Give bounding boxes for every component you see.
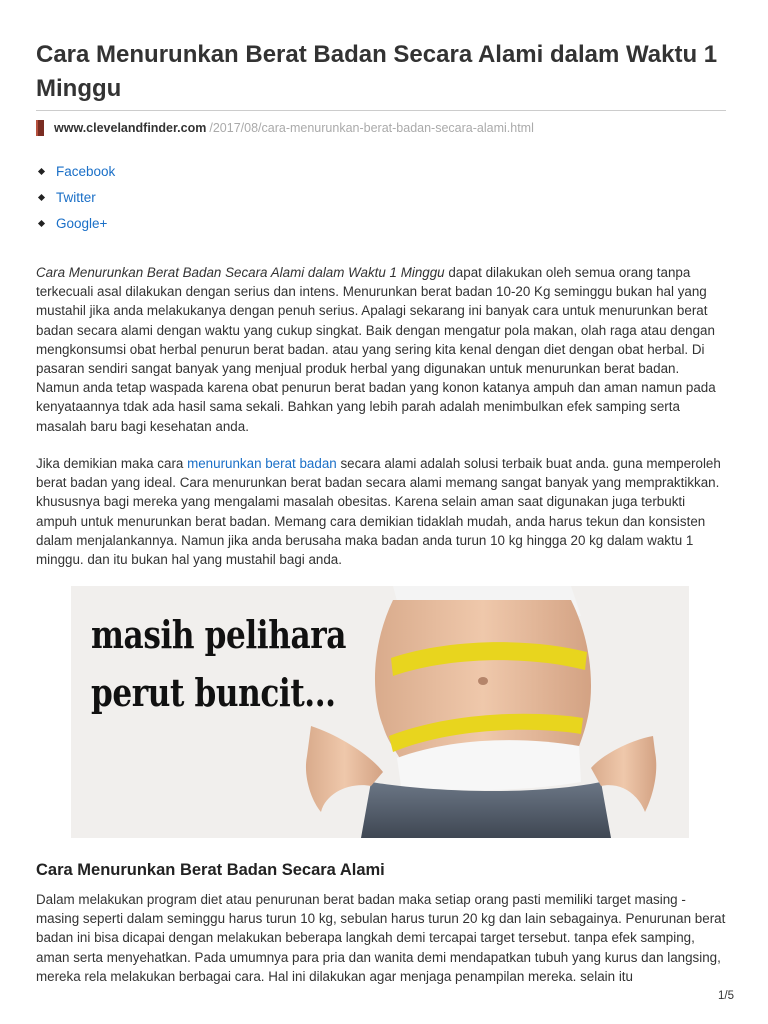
second-paragraph-start: Jika demikian maka cara — [36, 456, 188, 471]
menurunkan-berat-badan-link[interactable]: menurunkan berat badan — [187, 456, 337, 471]
intro-text: dapat dilakukan oleh semua orang tanpa terkecuali asal dilakukan dengan serius dan intens. Menurunkan berat badan 10-20 Kg seminggu bukan hal yang mustahil jika anda melakukanya dengan penuh serius. Apalagi sekarang ini banyak cara untuk menurunkan berat badan secara alami dengan waktu yang cukup singkat. Baik dengan mengatur pola makan, olah raga atau dengan mengkonsumsi obat herbal penurun berat badan. atau yang sering kita kenal dengan diet dengan obat herbal. Di pasaran sendiri sangat banyak yang menjual produk herbal yang digunakan untuk menurunkan berat badan. Namun anda tetap waspada karena obat penurun berat badan yang konon katanya ampuh dan aman namun pada kenyataannya tdak ada hasil sama sekali. Bahkan yang lebih parah adalah menimbulkan efek samping serta masalah baru bagi kesehatan anda. — [36, 265, 716, 434]
diamond-bullet-icon — [38, 193, 45, 200]
second-paragraph — [36, 454, 726, 569]
facebook-link[interactable]: Facebook — [56, 163, 116, 179]
source-domain[interactable]: www.clevelandfinder.com — [54, 121, 207, 135]
image-caption-line: masih pelihara — [91, 612, 347, 657]
section-paragraph: Dalam melakukan program diet atau penurunan berat badan maka setiap orang pasti memiliki target masing - masing seperti dalam seminggu harus turun 10 kg, sebulan harus turun 20 kg dan lain sebagainya. Penurunan berat badan ini bisa dicapai dengan melakukan beberapa langkah demi tercapai target tersebut. tanpa efek samping, aman serta menyehatkan. Pada umumnya para pria dan wanita demi mendapatkan tubuh yang kurus dan langsing, mereka rela melakukan berbagai cara. Hal ini dilakukan agar menjaga penampilan mereka. selain itu — [36, 892, 726, 984]
image-caption-line: perut buncit... — [91, 670, 336, 715]
image-caption — [91, 606, 346, 722]
page-number: 1/5 — [718, 990, 734, 1002]
source-path[interactable]: /2017/08/cara-menurunkan-berat-badan-secara-alami.html — [209, 121, 534, 135]
intro-paragraph — [36, 263, 726, 436]
section-heading: Cara Menurunkan Berat Badan Secara Alami — [36, 861, 385, 879]
intro-lead-italic: Cara Menurunkan Berat Badan Secara Alami dalam Waktu 1 Minggu — [36, 265, 445, 280]
bookmark-icon — [36, 120, 44, 136]
article-title: Cara Menurunkan Berat Badan Secara Alami dalam Waktu 1 Minggu — [36, 41, 718, 102]
diamond-bullet-icon — [38, 219, 45, 226]
list-item — [36, 158, 115, 184]
list-item — [36, 210, 115, 236]
second-paragraph-end: secara alami adalah solusi terbaik buat anda. guna memperoleh berat badan yang ideal. Cara menurunkan berat badan secara alami memang sangat banyak yang mempraktikkan. khususnya bagi mereka yang mengalami masalah obesitas. Karena selain aman saat digunakan juga terbukti ampuh untuk menurunkan berat badan. Memang cara demikian tidaklah mudah, anda harus tekun dan konsisten dalam menjalankannya. Namun jika anda berusaha maka badan anda turun 10 kg hingga 20 kg dalam waktu 1 minggu. dan itu bukan hal yang mustahil bagi anda. — [36, 456, 721, 568]
google-plus-link[interactable]: Google+ — [56, 215, 108, 231]
source-line — [36, 119, 534, 137]
title-divider — [36, 110, 726, 111]
twitter-link[interactable]: Twitter — [56, 189, 96, 205]
article-image — [71, 586, 689, 838]
share-links-list — [36, 158, 115, 236]
diamond-bullet-icon — [38, 167, 45, 174]
list-item — [36, 184, 115, 210]
